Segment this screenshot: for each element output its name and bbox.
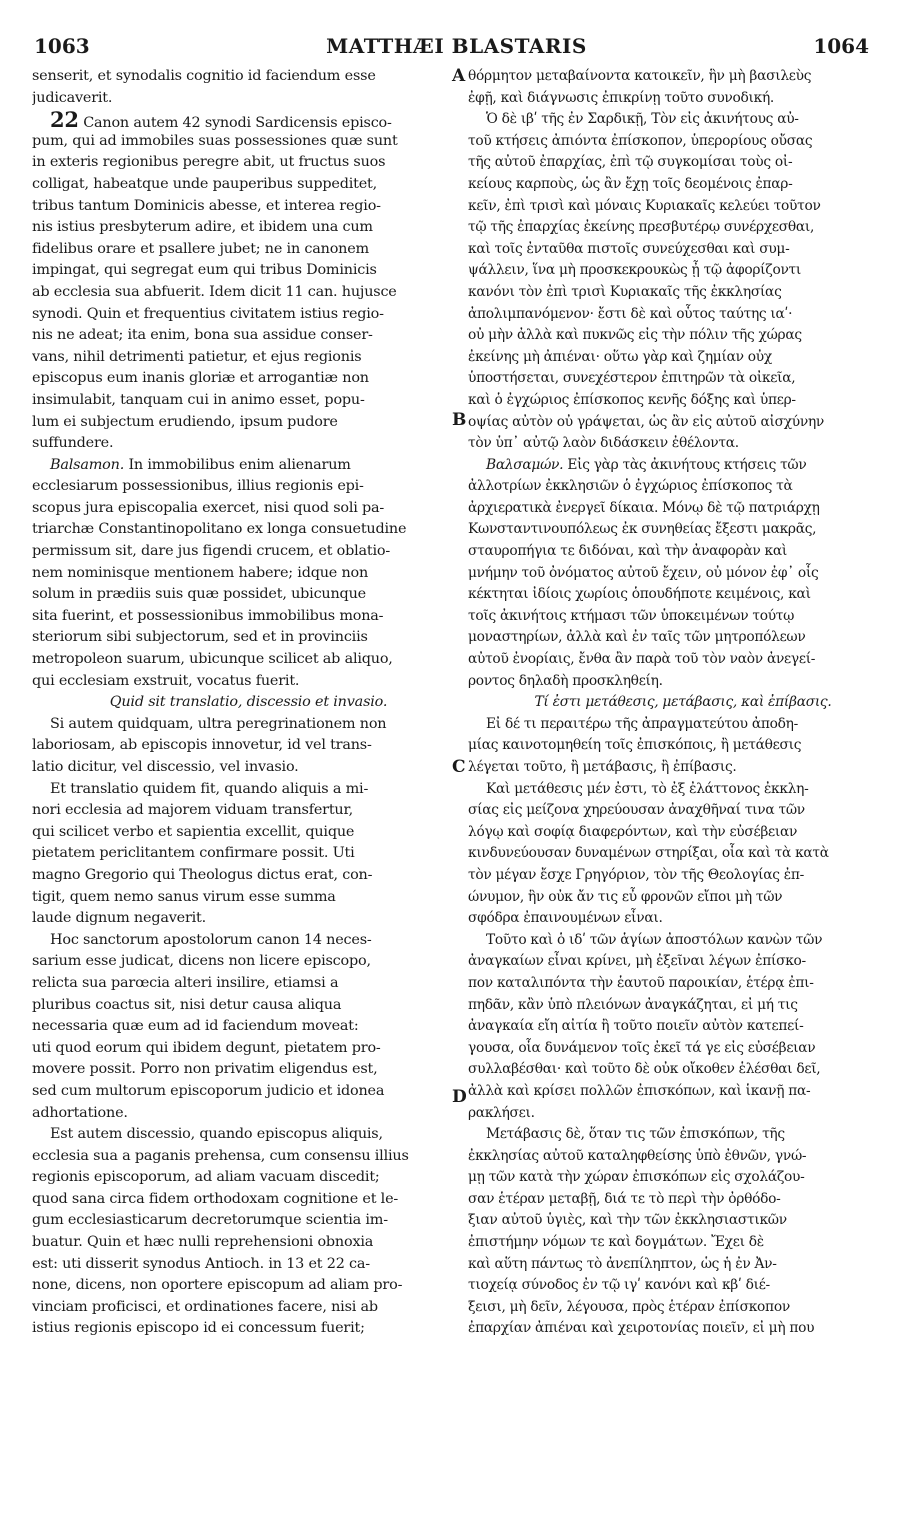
latin-text-line: pluribus coactus sit, nisi detur causa aliqua: [32, 996, 342, 1013]
greek-text-line: ἐκείνης μὴ ἀπιέναι· οὕτω γὰρ καὶ ζημίαν οὐχ: [468, 348, 772, 365]
margin-marker-a: A: [452, 66, 466, 86]
latin-text-line: quod sana circa fidem orthodoxam cognitione et le-: [32, 1190, 399, 1207]
greek-column: [468, 66, 880, 1340]
latin-text-line: Si autem quidquam, ultra peregrinationem non: [50, 715, 387, 732]
latin-text-line: ab ecclesia sua abfuerit. Idem dicit 11 can. hujusce: [32, 283, 397, 300]
greek-text-line: Βαλσαμών. Εἰς γὰρ τὰς ἀκινήτους κτήσεις τῶν: [486, 456, 807, 473]
latin-text-line: tribus tantum Dominicis abesse, et interea regio-: [32, 197, 381, 214]
greek-text-line: ἐκκλησίας αὐτοῦ καταληφθείσης ὑπὸ ἐθνῶν, γνώ-: [468, 1147, 807, 1164]
latin-text-line: Et translatio quidem fit, quando aliquis a mi-: [50, 780, 369, 797]
greek-text-line: κανόνι τὸν ἐπὶ τρισὶ Κυριακαῖς τῆς ἐκκλησίας: [468, 283, 782, 300]
latin-text-line: Hoc sanctorum apostolorum canon 14 neces-: [50, 931, 372, 948]
latin-text-line: nem nominisque mentionem habere; idque non: [32, 564, 369, 581]
latin-text-line: 22 Canon autem 42 synodi Sardicensis episco-: [50, 109, 392, 131]
greek-text-line: πον καταλιπόντα τὴν ἑαυτοῦ παροικίαν, ἑτέρᾳ ἐπι-: [468, 974, 814, 991]
latin-text-line: latio dicitur, vel discessio, vel invasio.: [32, 759, 299, 775]
latin-text-line: episcopus eum inanis gloriæ et arrogantiæ non: [32, 370, 369, 387]
greek-text-line: κείους καρποὺς, ὡς ἂν ἔχῃ τοῖς δεομένοις ἐπαρ-: [468, 175, 793, 192]
latin-text-line: pum, qui ad immobiles suas possessiones quæ sunt: [32, 132, 398, 149]
greek-text-line: Τί ἐστι μετάθεσις, μετάβασις, καὶ ἐπίβασις.: [534, 694, 832, 711]
greek-text-line: ώνυμον, ἣν οὐκ ἄν τις εὖ φρονῶν εἴποι μὴ τῶν: [468, 888, 783, 905]
section-number: 22: [50, 109, 79, 131]
greek-text-line: ἀπολιμπανόμενον· ἔστι δὲ καὶ οὗτος ταύτης ιαʹ·: [468, 305, 793, 322]
greek-text-line: ἀλλὰ καὶ κρίσει πολλῶν ἐπισκόπων, καὶ ἱκανῇ πα-: [468, 1082, 811, 1099]
greek-text-line: καὶ αὕτη πάντως τὸ ἀνεπίληπτον, ὡς ἡ ἐν Ἀν-: [468, 1255, 777, 1272]
latin-text-line: laboriosam, ab episcopis innovetur, id vel trans-: [32, 737, 372, 754]
latin-text-line: suffundere.: [32, 435, 114, 452]
latin-text-line: senserit, et synodalis cognitio id faciendum esse: [32, 68, 376, 84]
greek-text-line: τὸν μέγαν ἔσχε Γρηγόριον, τὸν τῆς Θεολογίας ἐπ-: [468, 866, 805, 883]
latin-text-line: uti quod eorum qui ibidem degunt, pietatem pro-: [32, 1039, 381, 1056]
latin-text-line: laude dignum negaverit.: [32, 910, 206, 927]
latin-text-line: nori ecclesia ad majorem viduam transfertur,: [32, 802, 353, 819]
greek-text-line: πηδᾶν, κἂν ὑπὸ πλειόνων ἀναγκάζηται, εἰ μή τις: [468, 996, 798, 1013]
greek-text-line: συλλαβέσθαι· καὶ τοῦτο δὲ οὐκ οἴκοθεν ἑλέσθαι δεῖ,: [468, 1061, 821, 1078]
page-number-right: 1064: [813, 34, 869, 58]
latin-text-line: pietatem periclitantem confirmare possit. Uti: [32, 845, 355, 862]
greek-text-line: ἀναγκαίων εἶναι κρίνει, μὴ ἐξεῖναι λέγων ἐπίσκο-: [468, 953, 806, 970]
greek-text-line: σαν ἑτέραν μεταβῇ, διά τε τὸ περὶ τὴν ὀρθόδο-: [468, 1190, 781, 1207]
greek-text-line: ἀλλοτρίων ἐκκλησιῶν ὁ ἐγχώριος ἐπίσκοπος τὰ: [468, 478, 793, 495]
greek-text-line: Ὁ δὲ ιβʹ τῆς ἐν Σαρδικῇ, Τὸν εἰς ἀκινήτους αὐ-: [486, 111, 799, 128]
greek-text-line: γουσα, οἷα δυνάμενον τοῖς ἐκεῖ τά γε εἰς εὐσέβειαν: [468, 1039, 816, 1056]
greek-text-line: κέκτηται ἰδίοις χωρίοις ὁπουδήποτε κειμένοις, καὶ: [468, 586, 811, 603]
latin-text-line: insimulabit, tanquam cui in animo esset, popu-: [32, 391, 365, 408]
greek-text-line: Εἰ δέ τι περαιτέρω τῆς ἀπραγματεύτου ἀποδη-: [486, 715, 798, 732]
latin-text-line: magno Gregorio qui Theologus dictus erat, con-: [32, 866, 373, 883]
greek-text-line: ξεισι, μὴ δεῖν, λέγουσα, πρὸς ἑτέραν ἐπίσκοπον: [468, 1298, 790, 1315]
commentator-name: Balsamon.: [50, 456, 125, 473]
greek-text-line: τῷ τῆς ἐπαρχίας ἐκείνης πρεσβυτέρῳ συνέρχεσθαι,: [468, 219, 815, 236]
latin-text-line: steriorum sibi subjectorum, sed et in provinciis: [32, 629, 368, 646]
page-number-left: 1063: [34, 34, 90, 58]
latin-text-line: metropoleon suarum, ubicunque scilicet ab aliquo,: [32, 651, 393, 668]
latin-text-line: vans, nihil detrimenti patietur, et ejus regionis: [32, 348, 362, 365]
latin-text-line: colligat, habeatque unde pauperibus suppeditet,: [32, 175, 377, 192]
latin-text-line: synodi. Quin et frequentius civitatem istius regio-: [32, 305, 384, 322]
greek-text-line: Κωνσταντινουπόλεως ἐκ συνηθείας ἔξεστι μακρᾶς,: [468, 521, 817, 538]
latin-text-line: qui scilicet verbo et sapientia excellit, quique: [32, 823, 355, 840]
latin-text-line: permissum sit, dare jus figendi crucem, et oblatio-: [32, 543, 391, 560]
latin-text-line: istius regionis episcopo id ei concessum fuerit;: [32, 1320, 365, 1337]
margin-marker-c: C: [452, 757, 466, 777]
latin-text-line: ecclesiarum possessionibus, illius regionis epi-: [32, 478, 364, 495]
greek-text-line: οὐ μὴν ἀλλὰ καὶ πυκνῶς εἰς τὴν πόλιν τῆς χώρας: [468, 327, 802, 344]
greek-text-line: καὶ τοῖς ἐνταῦθα πιστοῖς συνεύχεσθαι καὶ συμ-: [468, 240, 790, 257]
greek-text-line: ἀναγκαία εἴη αἰτία ἢ τοῦτο ποιεῖν αὐτὸν κατεπεί-: [468, 1018, 804, 1035]
greek-text-line: μοναστηρίων, ἀλλὰ καὶ ἐν ταῖς τῶν μητροπόλεων: [468, 629, 806, 646]
commentator-name: Βαλσαμών.: [486, 456, 564, 473]
greek-text-line: τοῦ κτήσεις ἀπιόντα ἐπίσκοπον, ὑπερορίους οὔσας: [468, 132, 813, 149]
margin-marker-d: D: [452, 1087, 467, 1107]
running-title: MATTHÆI BLASTARIS: [326, 34, 587, 58]
latin-text-line: adhortatione.: [32, 1104, 128, 1121]
greek-text-line: κινδυνεύουσαν δυναμένων στηρίξαι, οἷα καὶ τὰ κατὰ: [468, 845, 829, 862]
latin-text-line: triarchæ Constantinopolitano ex longa consuetudine: [32, 521, 407, 538]
latin-text-line: Est autem discessio, quando episcopus aliquis,: [50, 1126, 383, 1143]
greek-text-line: μνήμην τοῦ ὀνόματος αὐτοῦ ἔχειν, οὐ μόνον ἐφ᾽ οἷς: [468, 564, 819, 581]
greek-text-line: ψάλλειν, ἵνα μὴ προσκεκρουκὼς ᾖ τῷ ἀφορίζοντι: [468, 262, 801, 279]
latin-text-line: fidelibus orare et psallere jubet; ne in canonem: [32, 240, 370, 257]
greek-text-line: τὸν ὑπ᾽ αὐτῷ λαὸν διδάσκειν ἐθέλοντα.: [468, 435, 739, 452]
latin-text-line: lum ei subjectum erudiendo, ipsum pudore: [32, 413, 338, 430]
latin-text-line: Quid sit translatio, discessio et invasio.: [109, 694, 388, 711]
greek-text-line: μίας καινοτομηθείη τοῖς ἐπισκόποις, ἢ μετάθεσις: [468, 737, 802, 754]
greek-text-line: ἐφῇ, καὶ διάγνωσις ἐπικρίνῃ τοῦτο συνοδική.: [468, 89, 774, 106]
greek-text-line: ἐπαρχίαν ἀπιέναι καὶ χειροτονίας ποιεῖν, εἰ μὴ που: [468, 1320, 815, 1337]
greek-text-line: ξιαν αὐτοῦ ὑγιὲς, καὶ τὴν τῶν ἐκκλησιαστικῶν: [468, 1212, 787, 1229]
latin-text-line: necessaria quæ eum ad id faciendum moveat:: [32, 1018, 359, 1035]
greek-text-line: οψίας αὐτὸν οὐ γράψεται, ὡς ἂν εἰς αὐτοῦ αἰσχύνην: [468, 413, 825, 430]
latin-text-line: nis istius presbyterum adire, et ibidem una cum: [32, 219, 373, 236]
latin-text-line: judicaverit.: [32, 89, 113, 106]
page-header: [0, 30, 913, 60]
greek-text-line: κεῖν, ἐπὶ τρισὶ καὶ μόναις Κυριακαῖς κελεύει τοῦτον: [468, 197, 821, 214]
greek-text-line: τιοχείᾳ σύνοδος ἐν τῷ ιγʹ κανόνι καὶ κβʹ διέ-: [468, 1277, 770, 1294]
latin-text-line: est: uti disserit synodus Antioch. in 13 et 22 ca-: [32, 1255, 370, 1272]
latin-text-line: Balsamon. In immobilibus enim alienarum: [50, 456, 351, 473]
greek-text-line: λόγῳ καὶ σοφίᾳ διαφερόντων, καὶ τὴν εὐσέβειαν: [468, 823, 798, 840]
greek-text-line: σφόδρα ἐπαινουμένων εἶναι.: [468, 910, 663, 927]
greek-text-line: σίας εἰς μείζονα χηρεύουσαν ἀναχθῆναί τινα τῶν: [468, 802, 805, 819]
greek-text-line: θόρμητον μεταβαίνοντα κατοικεῖν, ἣν μὴ βασιλεὺς: [468, 68, 812, 84]
greek-text-line: μῃ τῶν κατὰ τὴν χώραν ἐπισκόπων εἰς σχολάζου-: [468, 1169, 805, 1186]
greek-text-line: τοῖς ἀκινήτοις κτήμασι τῶν ὑποκειμένων τούτῳ: [468, 607, 795, 624]
greek-text-line: ρακλήσει.: [468, 1104, 535, 1121]
greek-text-line: σταυροπήγια τε διδόναι, καὶ τὴν ἀναφορὰν καὶ: [468, 543, 787, 560]
margin-marker-b: B: [452, 410, 467, 430]
latin-text-line: in exteris regionibus peregre abit, ut fructus suos: [32, 154, 386, 171]
latin-text-line: vinciam proficisci, et ordinationes facere, nisi ab: [32, 1298, 378, 1315]
latin-text-line: movere possit. Porro non privatim eligendus est,: [32, 1061, 378, 1078]
latin-text-line: scopus jura episcopalia exercet, nisi quod soli pa-: [32, 499, 385, 516]
greek-text-line: Τοῦτο καὶ ὁ ιδʹ τῶν ἁγίων ἀποστόλων κανὼν τῶν: [486, 931, 823, 948]
greek-text-line: αὐτοῦ ἐνορίαις, ἔνθα ἂν παρὰ τοῦ τὸν ναὸν ἀνεγεί-: [468, 651, 816, 668]
latin-text-line: nis ne adeat; ita enim, bona sua assidue conser-: [32, 327, 373, 344]
latin-text-line: solum in prædiis suis quæ possidet, ubicunque: [32, 586, 366, 603]
latin-text-line: none, dicens, non oportere episcopum ad aliam pro-: [32, 1277, 403, 1294]
latin-text-line: gum ecclesiasticarum decretorumque scientia im-: [32, 1212, 388, 1229]
latin-text-line: relicta sua parœcia alteri insilire, etiamsi a: [32, 974, 339, 991]
greek-text-line: λέγεται τοῦτο, ἢ μετάβασις, ἢ ἐπίβασις.: [468, 759, 737, 775]
latin-text-line: ecclesia sua a paganis prehensa, cum consensu illius: [32, 1147, 409, 1164]
latin-text-line: impingat, qui segregat eum qui tribus Dominicis: [32, 262, 377, 279]
greek-text-line: ροντος δηλαδὴ προσκληθείη.: [468, 672, 663, 689]
greek-text-line: τῆς αὐτοῦ ἐπαρχίας, ἐπὶ τῷ συγκομίσαι τοὺς οἰ-: [468, 154, 793, 171]
latin-text-line: sed cum multorum episcoporum judicio et idonea: [32, 1082, 385, 1099]
greek-text-line: καὶ ὁ ἐγχώριος ἐπίσκοπος κενῆς δόξης καὶ ὑπερ-: [468, 391, 796, 408]
latin-text-line: qui ecclesiam exstruit, vocatus fuerit.: [32, 672, 300, 689]
latin-text-line: tigit, quem nemo sanus virum esse summa: [32, 888, 336, 905]
greek-text-line: ὑποστήσεται, συνεχέστερον ἐπιτηρῶν τὰ οἰκεῖα,: [468, 370, 796, 387]
greek-text-line: Καὶ μετάθεσις μέν ἐστι, τὸ ἐξ ἐλάττονος ἐκκλη-: [486, 780, 809, 797]
greek-text-line: ἀρχιερατικὰ ἐνεργεῖ δίκαια. Μόνῳ δὲ τῷ πατριάρχῃ: [468, 499, 820, 516]
greek-text-line: Μετάβασις δὲ, ὅταν τις τῶν ἐπισκόπων, τῆς: [486, 1126, 785, 1143]
greek-text-line: ἐπιστήμην νόμων τε καὶ δογμάτων. Ἔχει δὲ: [468, 1234, 764, 1251]
latin-text-line: buatur. Quin et hæc nulli reprehensioni obnoxia: [32, 1234, 374, 1251]
latin-text-line: sarium esse judicat, dicens non licere episcopo,: [32, 953, 371, 970]
latin-text-line: regionis episcoporum, ad aliam vacuam discedit;: [32, 1169, 380, 1186]
latin-text-line: sita fuerint, et possessionibus immobilibus mona-: [32, 607, 384, 624]
latin-column: [32, 66, 447, 1340]
